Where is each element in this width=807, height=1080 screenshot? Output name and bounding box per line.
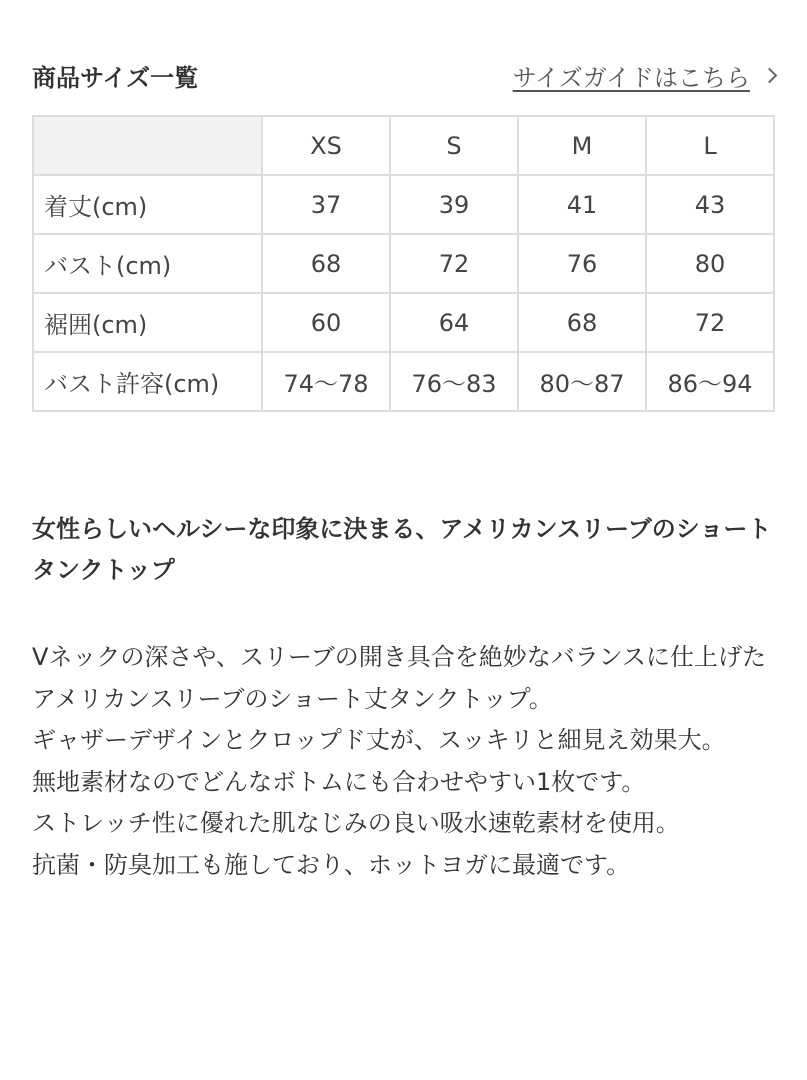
row-label-bust: バスト(cm)	[33, 234, 262, 293]
size-guide-link[interactable]	[513, 58, 775, 93]
size-list-header	[32, 52, 775, 96]
description-paragraph: Vネックの深さや、スリーブの開き具合を絶妙なバランスに仕上げたアメリカンスリーブのショート丈タンクトップ。	[32, 643, 767, 713]
size-table	[32, 115, 775, 412]
table-cell: 64	[390, 293, 518, 352]
chevron-right-icon	[762, 68, 778, 84]
table-row	[33, 175, 774, 234]
table-cell: 39	[390, 175, 518, 234]
description-paragraph: ギャザーデザインとクロップド丈が、スッキリと細見え効果大。	[32, 726, 726, 754]
table-cell: 37	[262, 175, 390, 234]
size-header-xs: XS	[262, 116, 390, 175]
size-header-m: M	[518, 116, 646, 175]
table-row	[33, 293, 774, 352]
description-paragraph: ストレッチ性に優れた肌なじみの良い吸水速乾素材を使用。	[32, 809, 680, 837]
product-headline: 女性らしいヘルシーな印象に決まる、アメリカンスリーブのショートタンクトップ	[32, 515, 772, 584]
table-cell: 80	[646, 234, 774, 293]
table-cell: 68	[518, 293, 646, 352]
table-cell: 76〜83	[390, 352, 518, 411]
table-row	[33, 352, 774, 411]
size-header-l: L	[646, 116, 774, 175]
size-guide-link-label[interactable]: サイズガイドはこちら	[512, 64, 750, 92]
row-label-bust-range: バスト許容(cm)	[33, 352, 262, 411]
table-cell: 72	[390, 234, 518, 293]
row-label-length: 着丈(cm)	[33, 175, 262, 234]
table-cell: 80〜87	[518, 352, 646, 411]
table-corner-cell	[33, 116, 262, 175]
description-paragraph: 抗菌・防臭加工も施しており、ホットヨガに最適です。	[32, 850, 631, 879]
table-row	[33, 234, 774, 293]
product-description	[32, 637, 778, 886]
section-title: 商品サイズ一覧	[32, 64, 199, 92]
size-header-row	[33, 116, 774, 175]
description-paragraph: 無地素材なのでどんなボトムにも合わせやすい1枚です。	[32, 767, 646, 796]
table-cell: 86〜94	[646, 352, 774, 411]
table-cell: 60	[262, 293, 390, 352]
table-cell: 72	[646, 293, 774, 352]
table-cell: 41	[518, 175, 646, 234]
size-header-s: S	[390, 116, 518, 175]
row-label-hem: 裾囲(cm)	[33, 293, 262, 352]
table-cell: 43	[646, 175, 774, 234]
table-cell: 74〜78	[262, 352, 390, 411]
table-cell: 76	[518, 234, 646, 293]
table-cell: 68	[262, 234, 390, 293]
